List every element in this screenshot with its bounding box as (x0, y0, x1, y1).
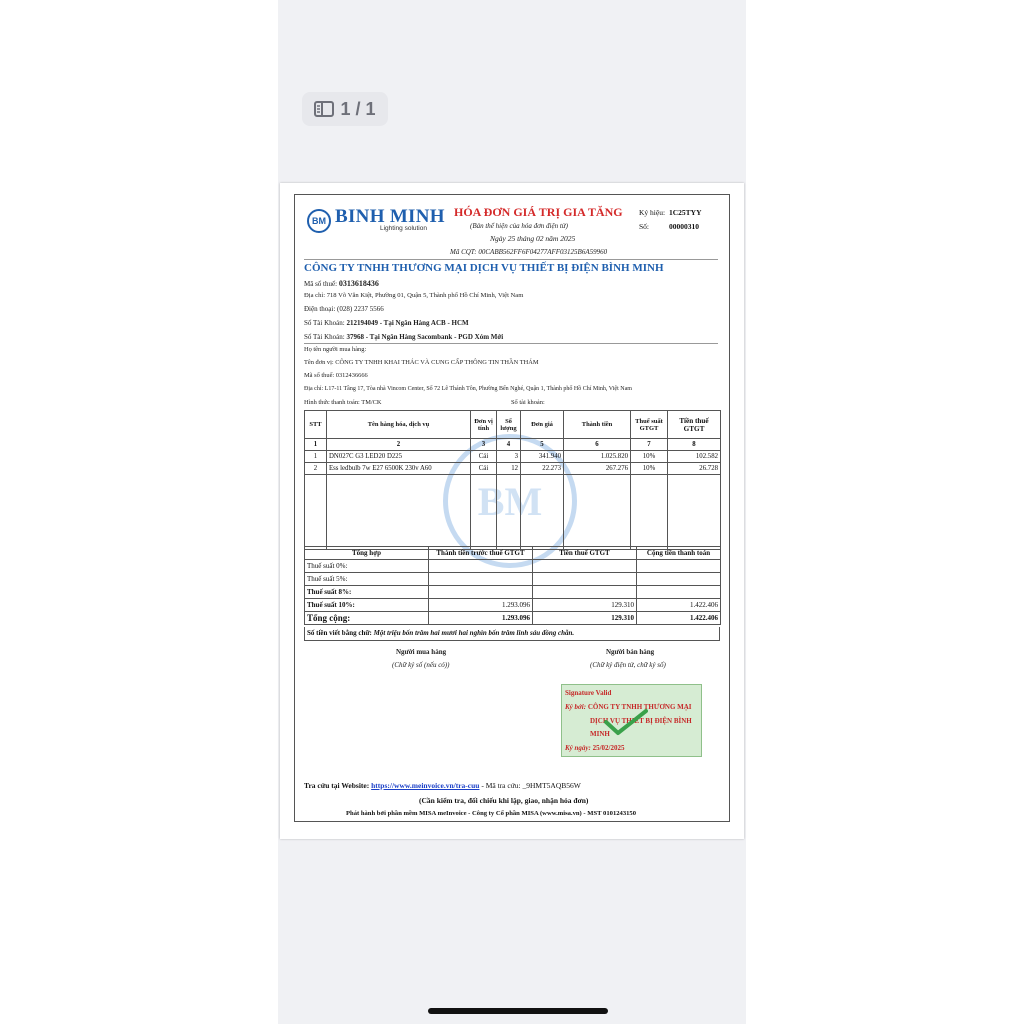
lookup-row: Tra cứu tại Website: https://www.meinvoice.vn/tra-cuu - Mã tra cứu: _9HMT5AQB56W (304, 781, 581, 790)
empty-row (305, 495, 721, 505)
cell: 1 (305, 451, 327, 463)
signed-date: Ký ngày: 25/02/2025 (565, 744, 625, 752)
home-indicator[interactable] (428, 1008, 608, 1014)
invoice-date: Ngày 25 tháng 02 năm 2025 (490, 234, 576, 243)
ky-hieu-label: Ký hiệu: (639, 208, 666, 217)
total-cell: 1.422.406 (637, 612, 721, 625)
empty-row (305, 525, 721, 535)
summary-cell: Thuế suất 10%: (305, 599, 429, 612)
summary-row (305, 573, 721, 586)
col-header: Số lượng (497, 411, 521, 439)
empty-row (305, 485, 721, 495)
buyer-sign-note: (Chữ ký số (nếu có)) (392, 661, 450, 669)
summary-row (305, 599, 721, 612)
summary-cell: Thuế suất 0%: (305, 560, 429, 573)
index-cell: 4 (497, 439, 521, 451)
summary-header-row (305, 547, 721, 560)
index-cell: 8 (668, 439, 721, 451)
summary-cell (637, 573, 721, 586)
summary-header: Thành tiền trước thuế GTGT (429, 547, 533, 560)
invoice-number-label: Số: (639, 222, 650, 231)
col-header: Đơn giá (521, 411, 564, 439)
cell: 102.582 (668, 451, 721, 463)
cell: Ess ledbulb 7w E27 6500K 230v A60 (327, 463, 471, 475)
summary-cell (637, 586, 721, 599)
summary-header: Cộng tiền thanh toán (637, 547, 721, 560)
seller-sign-note: (Chữ ký điện tử, chữ ký số) (590, 661, 666, 669)
col-header: Tiền thuế GTGT (668, 411, 721, 439)
summary-cell: Thuế suất 5%: (305, 573, 429, 586)
seller-name: CÔNG TY TNHH THƯƠNG MẠI DỊCH VỤ THIẾT BỊ ĐIỆN BÌNH MINH (304, 262, 664, 274)
invoice-title: HÓA ĐƠN GIÁ TRỊ GIA TĂNG (454, 205, 623, 219)
col-header: STT (305, 411, 327, 439)
buyer-account: Số tài khoản: (511, 399, 545, 406)
cell: Cái (471, 463, 497, 475)
index-cell: 6 (564, 439, 631, 451)
index-cell: 2 (327, 439, 471, 451)
cell: 3 (497, 451, 521, 463)
cqt-code: Mã CQT: 00CABB562FF6F04277AFF03125B6A59960 (450, 248, 608, 256)
signed-by-line-2: DỊCH VỤ THIẾT BỊ ĐIỆN BÌNH (590, 717, 692, 725)
lookup-link[interactable]: https://www.meinvoice.vn/tra-cuu (371, 781, 480, 790)
seller-sign-title: Người bán hàng (606, 648, 655, 656)
summary-cell: 129.310 (533, 599, 637, 612)
summary-row (305, 560, 721, 573)
summary-header: Tiền thuế GTGT (533, 547, 637, 560)
buyer-address: Địa chỉ: L17-11 Tầng 17, Tòa nhà Vincom Center, Số 72 Lê Thánh Tôn, Phường Bến Nghé, Quận 1, Thành phố Hồ Chí Minh, Việt Nam (304, 386, 632, 392)
seller-address: Địa chỉ: 718 Võ Văn Kiệt, Phường 01, Quận 5, Thành phố Hồ Chí Minh, Việt Nam (304, 292, 524, 299)
summary-cell: Thuế suất 8%: (305, 586, 429, 599)
signed-by-line-1: Ký bởi: CÔNG TY TNHH THƯƠNG MẠI (565, 703, 692, 711)
cell: 22.273 (521, 463, 564, 475)
empty-row (305, 515, 721, 525)
page-indicator[interactable] (302, 92, 388, 126)
ky-hieu-value: 1C25TYY (669, 208, 702, 217)
summary-cell (429, 560, 533, 573)
cell: 267.276 (564, 463, 631, 475)
summary-cell (533, 586, 637, 599)
divider (304, 343, 718, 344)
summary-table (304, 546, 721, 625)
total-row (305, 612, 721, 625)
signed-by-line-3: MINH (590, 730, 610, 738)
index-cell: 5 (521, 439, 564, 451)
buyer-sign-title: Người mua hàng (396, 648, 447, 656)
cell: Cái (471, 451, 497, 463)
seller-account-1: Số Tài Khoản: 212194049 - Tại Ngân Hàng ACB - HCM (304, 319, 469, 327)
invoice-subtitle: (Bản thể hiện của hóa đơn điện tử) (470, 222, 568, 230)
total-label: Tổng cộng: (305, 612, 429, 625)
total-cell: 129.310 (533, 612, 637, 625)
summary-cell: 1.293.096 (429, 599, 533, 612)
table-row (305, 463, 721, 475)
seller-account-2: Số Tài Khoản: 37968 - Tại Ngân Hàng Sacombank - PGD Xóm Mới (304, 333, 504, 341)
brand-logo-icon: BM (307, 209, 331, 233)
seller-phone: Điện thoại: (028) 2237 5566 (304, 305, 384, 313)
buyer-tax: Mã số thuế: 0312436666 (304, 372, 368, 379)
divider (304, 259, 718, 260)
summary-cell (533, 573, 637, 586)
cell: 341.940 (521, 451, 564, 463)
right-margin (746, 0, 1024, 1024)
signature-valid-label: Signature Valid (565, 689, 612, 697)
summary-row (305, 586, 721, 599)
checkmark-icon (604, 708, 648, 741)
pages-icon (314, 101, 334, 117)
amount-in-words: Số tiền viết bằng chữ: Một triệu bốn trăm hai mươi hai nghìn bốn trăm linh sáu đồng chẵn. (304, 627, 720, 641)
cell: 2 (305, 463, 327, 475)
check-note: (Cần kiểm tra, đối chiếu khi lập, giao, nhận hóa đơn) (419, 796, 589, 805)
cell: 12 (497, 463, 521, 475)
brand-tagline: Lighting solution (380, 225, 427, 232)
empty-row (305, 475, 721, 486)
index-cell: 3 (471, 439, 497, 451)
empty-row (305, 505, 721, 515)
col-header: Thành tiền (564, 411, 631, 439)
page-count: 1 / 1 (340, 98, 376, 119)
summary-cell (429, 586, 533, 599)
brand-name: BINH MINH (335, 206, 445, 227)
cell: 26.728 (668, 463, 721, 475)
buyer-unit: Tên đơn vị: CÔNG TY TNHH KHAI THÁC VÀ CUNG CẤP THÔNG TIN THẦN THÁM (304, 359, 539, 366)
cell: DN027C G3 LED20 D225 (327, 451, 471, 463)
index-cell: 1 (305, 439, 327, 451)
column-index-row (305, 439, 721, 451)
table-header-row (305, 411, 721, 439)
left-margin (0, 0, 278, 1024)
items-table (304, 410, 721, 550)
payment-method: Hình thức thanh toán: TM/CK (304, 399, 382, 406)
index-cell: 7 (631, 439, 668, 451)
table-row (305, 451, 721, 463)
invoice-number: 00000310 (669, 222, 699, 231)
cell: 10% (631, 463, 668, 475)
summary-cell (429, 573, 533, 586)
col-header: Tên hàng hóa, dịch vụ (327, 411, 471, 439)
summary-header: Tổng hợp (305, 547, 429, 560)
cell: 10% (631, 451, 668, 463)
issuer-line: Phát hành bởi phần mềm MISA meInvoice - Công ty Cổ phần MISA (www.misa.vn) - MST 0101243150 (346, 810, 637, 817)
cell: 1.025.820 (564, 451, 631, 463)
summary-cell (637, 560, 721, 573)
seller-tax-row: Mã số thuế: 0313618436 (304, 279, 379, 288)
buyer-name-label: Họ tên người mua hàng: (304, 346, 367, 353)
summary-cell (533, 560, 637, 573)
summary-cell: 1.422.406 (637, 599, 721, 612)
total-cell: 1.293.096 (429, 612, 533, 625)
col-header: Thuế suất GTGT (631, 411, 668, 439)
watermark-logo: BM (443, 434, 577, 568)
col-header: Đơn vị tính (471, 411, 497, 439)
